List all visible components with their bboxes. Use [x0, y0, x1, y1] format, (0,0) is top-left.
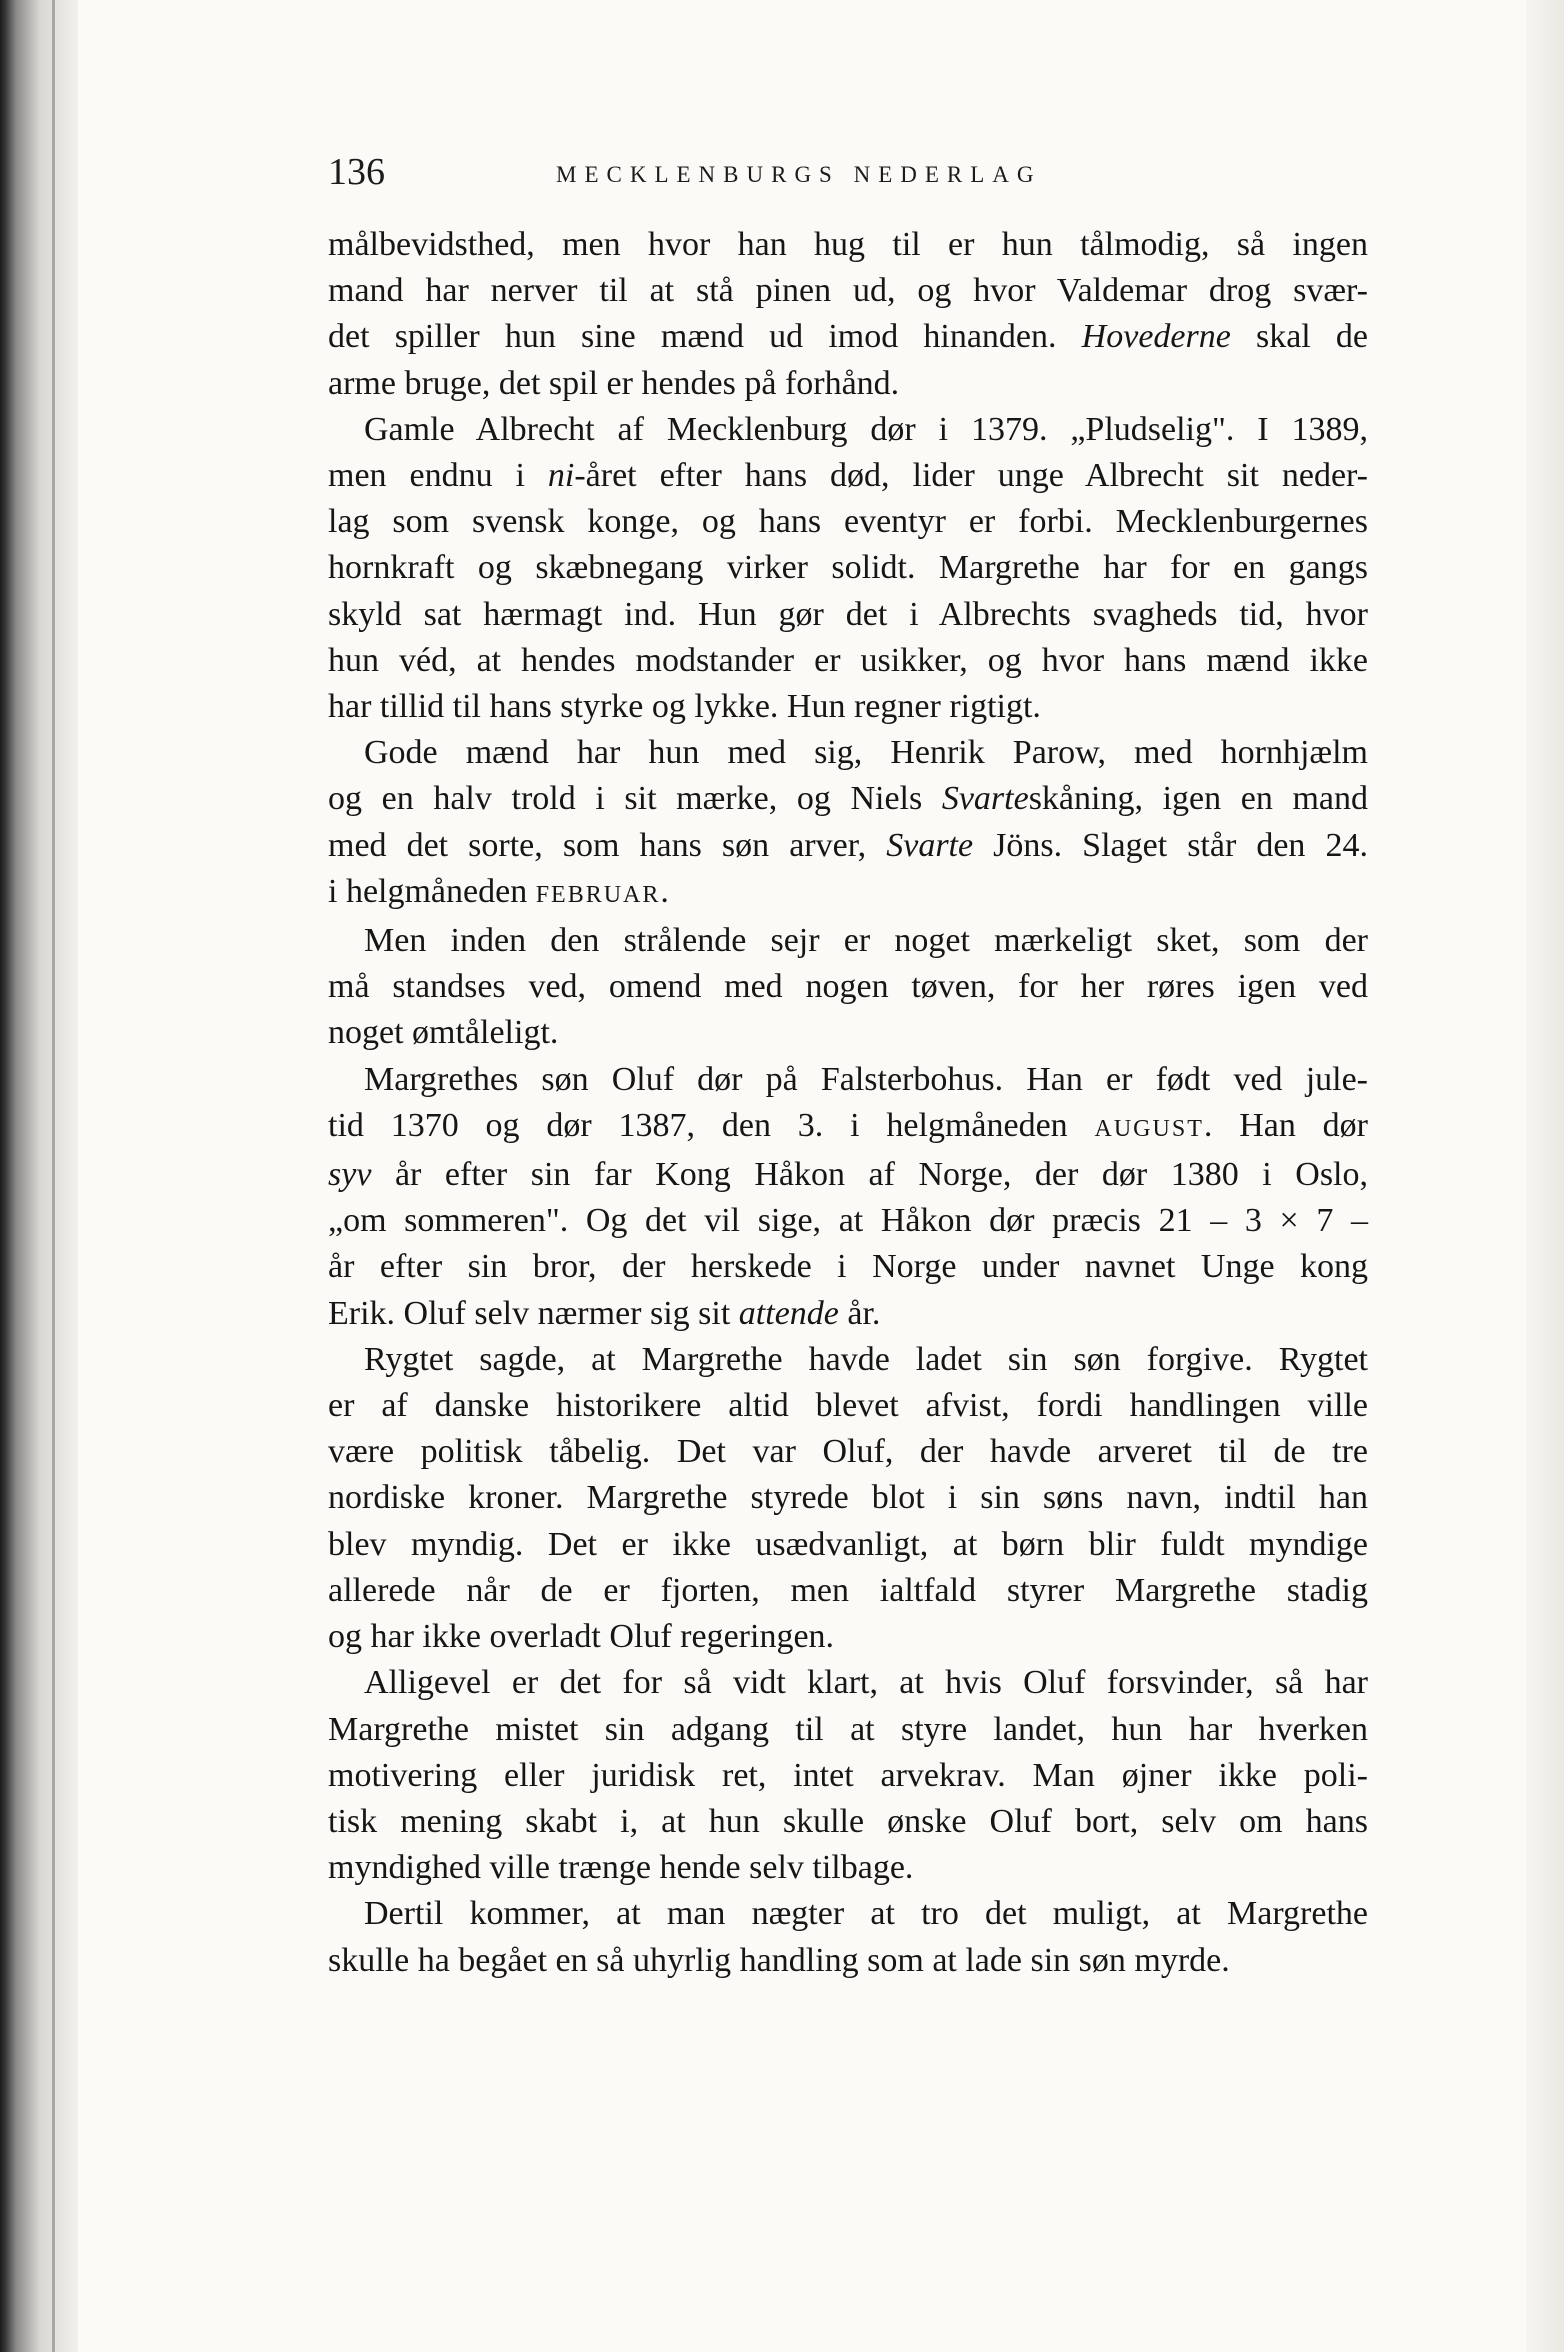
paragraph [328, 407, 1368, 730]
text-line: men endnu i ni-året efter hans død, lider unge Albrecht sit neder- [328, 457, 1369, 495]
text-line: skulle ha begået en så uhyrlig handling som at lade sin søn myrde. [328, 1941, 1230, 1979]
body-text [328, 222, 1368, 1984]
text-line: tid 1370 og dør 1387, den 3. i helgmåneden AUGUST. Han dør [328, 1106, 1368, 1144]
text-line: det spiller hun sine mænd ud imod hinanden. Hovederne skal de [328, 318, 1368, 356]
paragraph [328, 730, 1368, 918]
text-line: motivering eller juridisk ret, intet arvekrav. Man øjner ikke poli- [328, 1756, 1368, 1794]
text-line: Rygtet sagde, at Margrethe havde ladet sin søn forgive. Rygtet [364, 1340, 1368, 1378]
text-line: være politisk tåbelig. Det var Oluf, der havde arveret til de tre [328, 1433, 1368, 1471]
page-number: 136 [328, 151, 385, 193]
running-title: MECKLENBURGS NEDERLAG [556, 162, 1042, 187]
italic-text: syv [328, 1156, 372, 1194]
text-line: Dertil kommer, at man nægter at tro det muligt, at Margrethe [364, 1895, 1368, 1933]
running-header [328, 150, 1368, 200]
text-line: år efter sin bror, der herskede i Norge under navnet Unge kong [328, 1248, 1368, 1286]
text-line: syv år efter sin far Kong Håkon af Norge, der dør 1380 i Oslo, [328, 1156, 1368, 1194]
text-line: allerede når de er fjorten, men ialtfald styrer Margrethe stadig [328, 1571, 1368, 1609]
text-line: myndighed ville trænge hende selv tilbage. [328, 1849, 914, 1887]
text-line: lag som svensk konge, og hans eventyr er forbi. Mecklenburgernes [328, 503, 1368, 541]
text-line: i helgmåneden FEBRUAR. [328, 872, 669, 910]
page-right-edge [1526, 0, 1564, 2352]
text-line: Margrethe mistet sin adgang til at styre landet, hun har hverken [328, 1710, 1368, 1748]
text-line: mand har nerver til at stå pinen ud, og hvor Valdemar drog svær- [328, 272, 1368, 310]
text-line: målbevidsthed, men hvor han hug til er hun tålmodig, så ingen [328, 226, 1368, 263]
text-line: må standses ved, omend med nogen tøven, for her røres igen ved [328, 968, 1368, 1006]
text-line: har tillid til hans styrke og lykke. Hun regner rigtigt. [328, 688, 1041, 726]
text-line: hornkraft og skæbnegang virker solidt. Margrethe har for en gangs [328, 549, 1368, 587]
text-line: hun véd, at hendes modstander er usikker, og hvor hans mænd ikke [328, 641, 1368, 679]
text-line: noget ømtåleligt. [328, 1014, 559, 1052]
text-line: er af danske historikere altid blevet afvist, fordi handlingen ville [328, 1387, 1368, 1425]
italic-text: Svarte [941, 780, 1029, 818]
text-line: Gamle Albrecht af Mecklenburg dør i 1379. „Pludselig". I 1389, [364, 410, 1368, 448]
text-line: Margrethes søn Oluf dør på Falsterbohus. Han er født ved jule- [364, 1060, 1368, 1098]
text-line: Erik. Oluf selv nærmer sig sit attende år. [328, 1294, 881, 1332]
text-line: skyld sat hærmagt ind. Hun gør det i Albrechts svagheds tid, hvor [328, 595, 1368, 633]
binding-crease [52, 0, 55, 2352]
text-line: „om sommeren". Og det vil sige, at Håkon dør præcis 21 – 3 × 7 – [328, 1202, 1368, 1240]
text-line: tisk mening skabt i, at hun skulle ønske Oluf bort, selv om hans [328, 1802, 1368, 1840]
text-line: og har ikke overladt Oluf regeringen. [328, 1618, 835, 1656]
italic-text: Hovederne [1081, 318, 1231, 356]
text-line: med det sorte, som hans søn arver, Svarte Jöns. Slaget står den 24. [328, 826, 1368, 864]
paragraph [328, 1660, 1368, 1891]
small-caps-text: FEBRUAR [535, 881, 661, 908]
text-line: blev myndig. Det er ikke usædvanligt, at børn blir fuldt myndige [328, 1525, 1368, 1563]
small-caps-text: AUGUST [1094, 1115, 1204, 1142]
italic-text: ni [547, 457, 575, 495]
binding-shadow [0, 0, 78, 2352]
text-line: nordiske kroner. Margrethe styrede blot i sin søns navn, indtil han [328, 1479, 1368, 1517]
italic-text: Svarte [886, 826, 974, 864]
text-line: arme bruge, det spil er hendes på forhånd. [328, 364, 900, 402]
paragraph [328, 222, 1368, 407]
paragraph [328, 1337, 1368, 1660]
italic-text: attende [738, 1294, 839, 1332]
text-line: og en halv trold i sit mærke, og Niels Svarteskåning, igen en mand [328, 780, 1369, 818]
paragraph [328, 918, 1368, 1057]
text-line: Gode mænd har hun med sig, Henrik Parow, med hornhjælm [364, 734, 1368, 772]
text-line: Alligevel er det for så vidt klart, at hvis Oluf forsvinder, så har [364, 1664, 1368, 1702]
paragraph [328, 1057, 1368, 1337]
paragraph [328, 1891, 1368, 1983]
text-line: Men inden den strålende sejr er noget mærkeligt sket, som der [364, 922, 1368, 960]
